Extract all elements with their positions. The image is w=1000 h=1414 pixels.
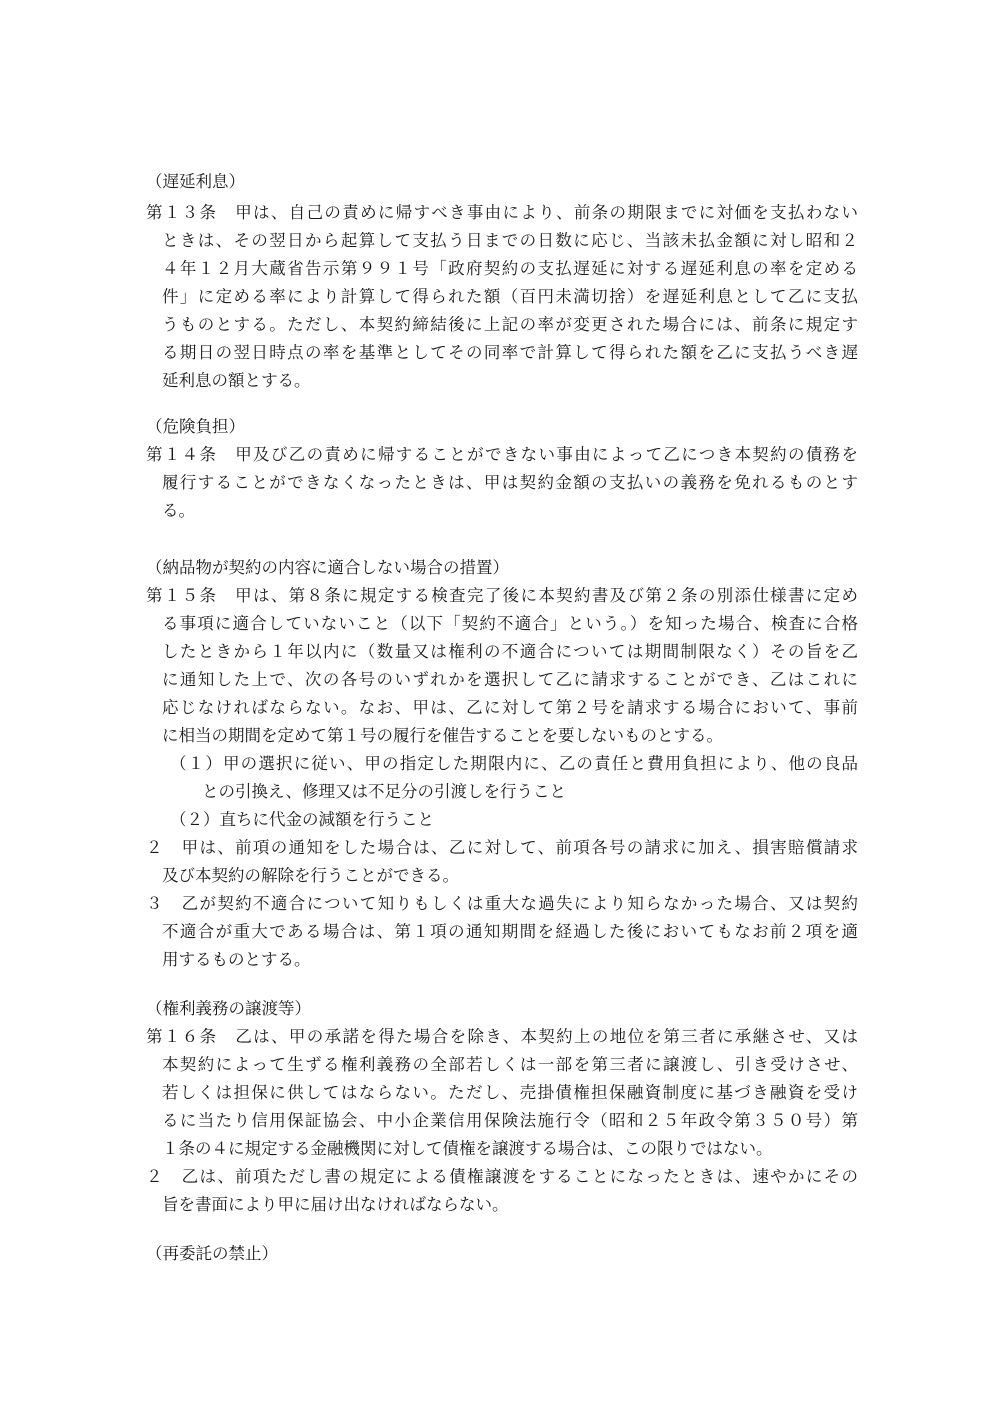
article-15-line: 応じなければならない。なお、甲は、乙に対して第２号を請求する場合において、事前 <box>162 698 858 717</box>
article-15-item-1-continued: との引換え、修理又は不足分の引渡しを行うこと <box>202 782 566 801</box>
article-15-paragraph-3: ３ 乙が契約不適合について知りもしくは重大な過失により知らなかった場合、又は契約 <box>146 894 858 913</box>
article-13-line: うものとする。ただし、本契約締結後に上記の率が変更された場合には、前条に規定す <box>162 315 859 334</box>
article-15-item-2: （２）直ちに代金の減額を行うこと <box>170 810 434 829</box>
article-15-heading: （納品物が契約の内容に適合しない場合の措置） <box>146 558 509 577</box>
article-13-line: 第１３条 甲は、自己の責めに帰すべき事由により、前条の期限までに対価を支払わない <box>146 203 858 222</box>
article-15-paragraph-3-continued: 不適合が重大である場合は、第１項の通知期間を経過した後においてもなお前２項を適 <box>162 922 858 941</box>
article-16-line: １条の４に規定する金融機関に対して債権を譲渡する場合は、この限りではない。 <box>162 1139 773 1158</box>
article-15-line: したときから１年以内に（数量又は権利の不適合については期間制限なく）その旨を乙 <box>162 642 858 661</box>
article-15-line: に通知した上で、次の各号のいずれかを選択して乙に請求することができ、乙はこれに <box>162 670 858 689</box>
article-13-line: 件」に定める率により計算して得られた額（百円未満切捨）を遅延利息として乙に支払 <box>162 287 858 306</box>
article-14-line: 第１４条 甲及び乙の責めに帰することができない事由によって乙につき本契約の債務を <box>146 445 858 464</box>
article-16-line: 本契約によって生ずる権利義務の全部若しくは一部を第三者に譲渡し、引き受けさせ、 <box>162 1055 858 1074</box>
article-16-line: 若しくは担保に供してはならない。ただし、売掛債権担保融資制度に基づき融資を受け <box>162 1083 859 1102</box>
article-17-heading: （再委託の禁止） <box>146 1244 278 1263</box>
article-14-line: る。 <box>162 501 195 520</box>
article-13-heading: （遅延利息） <box>146 172 245 191</box>
article-15-paragraph-3-continued: 用するものとする。 <box>162 950 311 969</box>
article-13-line: る期日の翌日時点の率を基準としてその同率で計算して得られた額を乙に支払うべき遅 <box>162 343 859 362</box>
article-15-line: に相当の期間を定めて第１号の履行を催告することを要しないものとする。 <box>162 726 723 745</box>
article-16-paragraph-2-continued: 旨を書面により甲に届け出なければならない。 <box>162 1195 509 1214</box>
article-16-line: るに当たり信用保証協会、中小企業信用保険法施行令（昭和２５年政令第３５０号）第 <box>162 1111 858 1130</box>
article-15-line: る事項に適合していないこと（以下「契約不適合」という。）を知った場合、検査に合格 <box>162 614 859 633</box>
article-15-paragraph-2: ２ 甲は、前項の通知をした場合は、乙に対して、前項各号の請求に加え、損害賠償請求 <box>146 838 858 857</box>
article-13-line: ４年１２月大蔵省告示第９９１号「政府契約の支払遅延に対する遅延利息の率を定める <box>162 259 859 278</box>
article-15-line: 第１５条 甲は、第８条に規定する検査完了後に本契約書及び第２条の別添仕様書に定め <box>146 586 858 605</box>
article-13-line: 延利息の額とする。 <box>162 371 311 390</box>
article-14-line: 履行することができなくなったときは、甲は契約金額の支払いの義務を免れるものとす <box>162 473 858 492</box>
article-14-heading: （危険負担） <box>146 417 245 436</box>
article-15-paragraph-2-continued: 及び本契約の解除を行うことができる。 <box>162 866 459 885</box>
article-16-paragraph-2: ２ 乙は、前項ただし書の規定による債権譲渡をすることになったときは、速やかにその <box>146 1167 858 1186</box>
article-15-item-1: （１）甲の選択に従い、甲の指定した期限内に、乙の責任と費用負担により、他の良品 <box>170 754 858 773</box>
article-16-heading: （権利義務の譲渡等） <box>146 999 311 1018</box>
article-13-line: ときは、その翌日から起算して支払う日までの日数に応じ、当該未払金額に対し昭和２ <box>162 231 859 250</box>
article-16-line: 第１６条 乙は、甲の承諾を得た場合を除き、本契約上の地位を第三者に承継させ、又は <box>146 1027 858 1046</box>
